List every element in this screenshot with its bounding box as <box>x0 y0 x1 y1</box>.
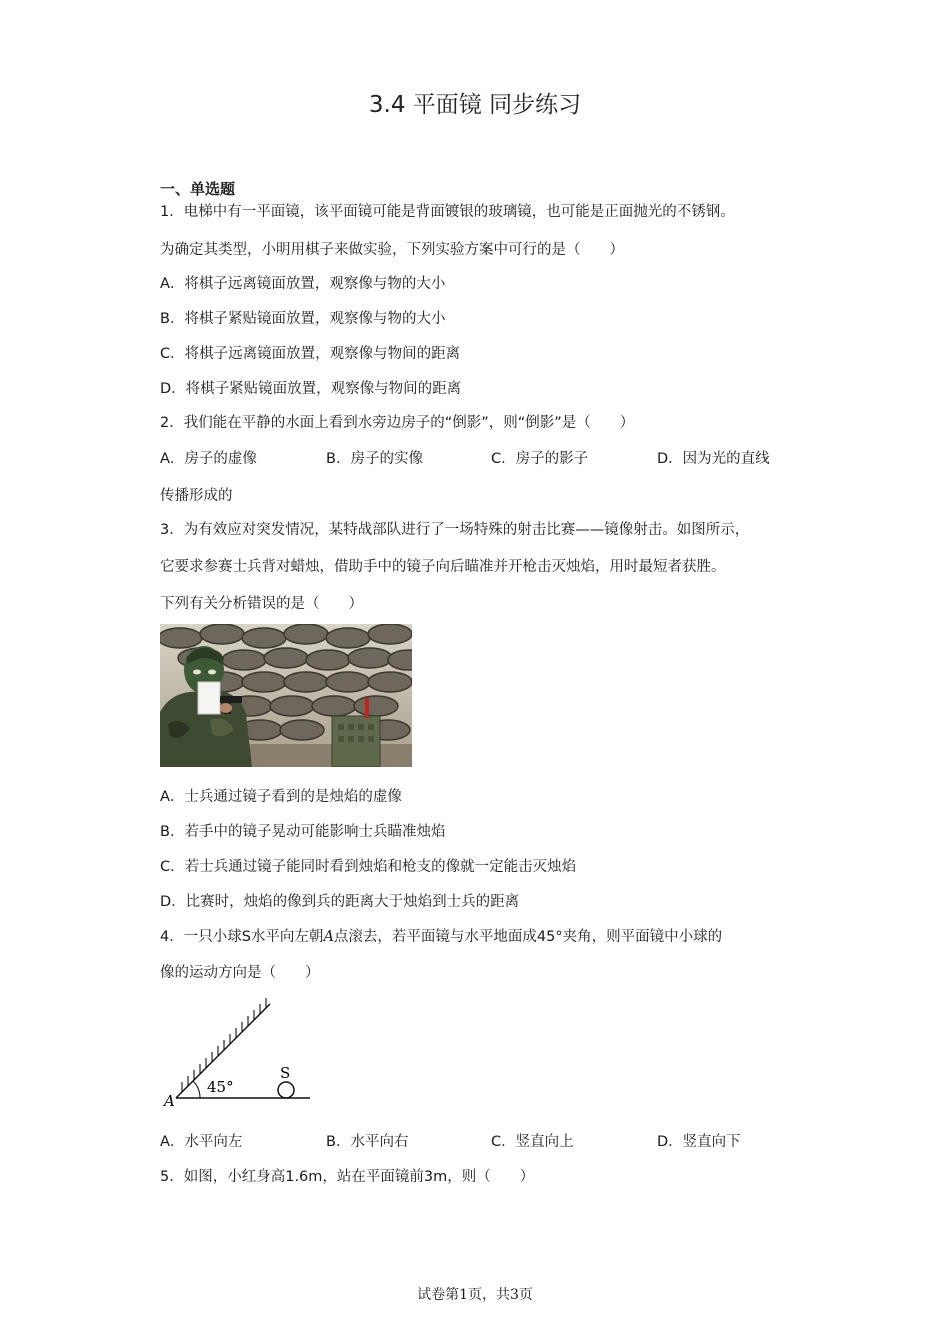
q3-option-b: B．若手中的镜子晃动可能影响士兵瞄准烛焰 <box>160 824 446 840</box>
q4-line1 <box>160 927 722 947</box>
q1-line1: 1．电梯中有一平面镜，该平面镜可能是背面镀银的玻璃镜，也可能是正面抛光的不锈钢。 <box>160 204 735 220</box>
angle-arc <box>193 1081 200 1098</box>
page-footer: 试卷第1页，共3页 <box>417 1287 533 1303</box>
q1-option-b: B．将棋子紧贴镜面放置，观察像与物的大小 <box>160 311 446 327</box>
q1-line2: 为确定其类型，小明用棋子来做实验，下列实验方案中可行的是（ ） <box>160 242 624 258</box>
q4-option-d: D．竖直向下 <box>657 1134 741 1150</box>
q2-option-a: A．房子的虚像 <box>160 451 257 467</box>
q1-option-c: C．将棋子远离镜面放置，观察像与物间的距离 <box>160 346 461 362</box>
q3-line1: 3．为有效应对突发情况，某特战部队进行了一场特殊的射击比赛——镜像射击。如图所示， <box>160 522 750 538</box>
q4-option-b: B．水平向右 <box>326 1134 409 1150</box>
page-title: 3.4 平面镜 同步练习 <box>368 92 582 118</box>
q2-continuation: 传播形成的 <box>160 488 233 504</box>
ball-s <box>278 1082 294 1098</box>
q4-option-a: A．水平向左 <box>160 1134 243 1150</box>
mirror-diagram-svg <box>160 996 320 1108</box>
ball-label: S <box>280 1064 291 1082</box>
angle-label: 45° <box>207 1078 234 1096</box>
soldier-photo-illustration <box>160 624 412 767</box>
mirror-angle-diagram <box>160 996 320 1108</box>
q3-option-c: C．若士兵通过镜子能同时看到烛焰和枪支的像就一定能击灭烛焰 <box>160 859 577 875</box>
q5-line1: 5．如图，小红身高1.6m，站在平面镜前3m，则（ ） <box>160 1169 535 1185</box>
q4-line1-start: 4．一只小球S水平向左朝 <box>160 929 324 945</box>
soldier-mirror-photo <box>160 624 412 767</box>
q3-line2: 它要求参赛士兵背对蜡烛，借助手中的镜子向后瞄准并开枪击灭烛焰，用时最短者获胜。 <box>160 559 726 575</box>
q4-line1-end: 点滚去，若平面镜与水平地面成45°夹角，则平面镜中小球的 <box>333 929 723 945</box>
q2-option-c: C．房子的影子 <box>491 451 589 467</box>
q2-line1: 2．我们能在平静的水面上看到水旁边房子的“倒影”，则“倒影”是（ ） <box>160 415 635 431</box>
point-a-label: A <box>164 1092 175 1108</box>
q1-option-d: D．将棋子紧贴镜面放置，观察像与物间的距离 <box>160 381 462 397</box>
q4-option-c: C．竖直向上 <box>491 1134 574 1150</box>
q2-option-b: B．房子的实像 <box>326 451 423 467</box>
section-heading: 一、单选题 <box>160 180 236 198</box>
q4-point-a-ref: A <box>323 929 334 945</box>
q1-option-a: A．将棋子远离镜面放置，观察像与物的大小 <box>160 276 446 292</box>
q3-option-d: D．比赛时，烛焰的像到兵的距离大于烛焰到士兵的距离 <box>160 894 520 910</box>
q3-option-a: A．士兵通过镜子看到的是烛焰的虚像 <box>160 789 402 805</box>
q3-line3: 下列有关分析错误的是（ ） <box>160 596 363 612</box>
q4-line2: 像的运动方向是（ ） <box>160 965 320 981</box>
q2-option-d: D．因为光的直线 <box>657 451 770 467</box>
